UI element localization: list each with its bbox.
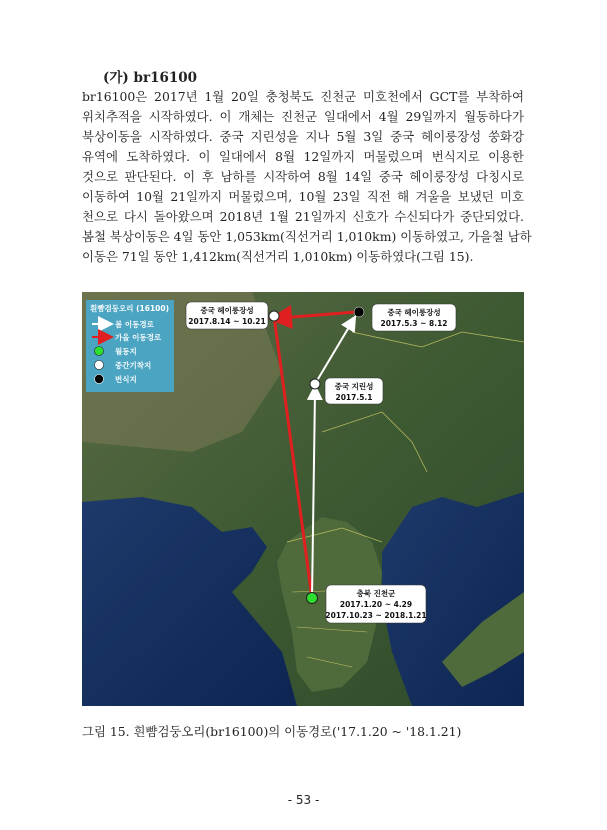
paragraph-line: 이동은 71일 동안 1,412km(직선거리 1,010km) 이동하였다(그림 15). — [82, 249, 474, 264]
callout-breeding-line1: 중국 헤이룽장성 — [387, 308, 441, 317]
paragraph-line: 유역에 도착하였다. 이 일대에서 8월 12일까지 머물렀으며 번식지로 이용한 — [82, 149, 524, 164]
migration-map-figure — [82, 292, 524, 706]
satellite-map — [82, 292, 524, 706]
callout-jilin-line1: 중국 지린성 — [334, 382, 374, 391]
legend-item-wintering — [95, 346, 137, 356]
callout-breeding — [372, 304, 456, 331]
green-dot-icon — [95, 347, 104, 356]
callout-jincheon-line2: 2017.1.20 ~ 4.29 — [339, 600, 413, 609]
legend-label: 가을 이동경로 — [115, 333, 162, 342]
callout-daqing-line2: 2017.8.14 ~ 10.21 — [188, 317, 266, 326]
stopover-point-jilin — [310, 379, 320, 389]
paragraph-line: 위치추적을 시작하였다. 이 개체는 진천군 일대에서 4월 29일까지 월동하다가 — [82, 109, 524, 124]
body-paragraph — [82, 87, 532, 267]
legend-label: 번식지 — [115, 375, 137, 384]
callout-daqing — [186, 302, 268, 329]
paragraph-line: 것으로 판단된다. 이 후 남하를 시작하여 8월 14일 중국 헤이룽장성 다칭시로 — [82, 169, 524, 184]
legend-title: 흰뺨검둥오리 (16100) — [90, 304, 170, 313]
paragraph-line: 천으로 다시 돌아왔으며 2018년 1월 21일까지 신호가 수신되다가 중단되었다. — [82, 209, 524, 224]
legend-label: 봄 이동경로 — [115, 320, 154, 329]
map-legend — [86, 300, 174, 392]
legend-label: 월동지 — [115, 347, 137, 356]
paragraph-line: 북상이동을 시작하였다. 중국 지린성을 지나 5월 3일 중국 헤이룽장성 쑹화강 — [82, 129, 524, 144]
legend-item-breeding — [95, 374, 137, 384]
callout-jincheon-line1: 충북 진천군 — [356, 589, 396, 598]
section-heading: (가) br16100 — [103, 70, 198, 86]
stopover-point-daqing — [269, 311, 279, 321]
wintering-point — [307, 593, 318, 604]
callout-daqing-line1: 중국 헤이룽장성 — [200, 306, 254, 315]
breeding-point — [354, 307, 364, 317]
white-dot-icon — [95, 361, 104, 370]
paragraph-line: br16100은 2017년 1월 20일 충청북도 진천군 미호천에서 GCT를 부착하여 — [82, 89, 524, 104]
callout-jincheon-line3: 2017.10.23 ~ 2018.1.21 — [325, 611, 427, 620]
callout-jincheon — [325, 585, 426, 623]
legend-label: 중간기착지 — [115, 361, 152, 370]
page-number: - 53 - — [287, 793, 320, 807]
paragraph-line: 봄철 북상이동은 4일 동안 1,053km(직선거리 1,010km) 이동하였고, 가을철 남하 — [82, 229, 532, 244]
paragraph-line: 이동하여 10월 21일까지 머물렀으며, 10월 23일 직전 해 겨울을 보냈던 미호 — [82, 189, 524, 204]
figure-caption: 그림 15. 흰뺨검둥오리(br16100)의 이동경로('17.1.20 ~ '18.1.21) — [82, 724, 462, 739]
callout-jilin-line2: 2017.5.1 — [335, 393, 373, 402]
callout-breeding-line2: 2017.5.3 ~ 8.12 — [380, 319, 448, 328]
callout-jilin — [325, 378, 383, 404]
black-dot-icon — [95, 375, 104, 384]
